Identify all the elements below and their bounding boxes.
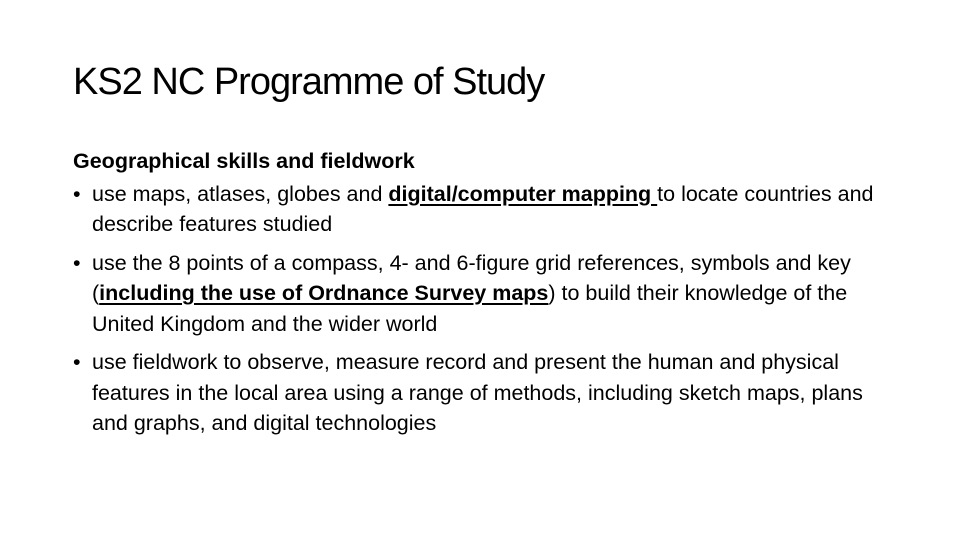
- emphasis-ordnance-survey: including the use of Ordnance Survey maps: [99, 281, 549, 305]
- slide-title: KS2 NC Programme of Study: [73, 61, 545, 103]
- slide-content: [73, 146, 903, 447]
- bullet-text: use fieldwork to observe, measure record and present the human and physical features in the local area using a range of methods, including sketch maps, plans and graphs, and digital technologies: [92, 350, 863, 435]
- bullet-marker: •: [73, 181, 81, 206]
- bullet-text: ) to build their knowledge of the United Kingdom and the wider world: [92, 281, 848, 336]
- bullet-marker: •: [73, 250, 81, 275]
- bullet-text: use maps, atlases, globes and: [92, 181, 389, 206]
- bullet-item-compass: [73, 248, 903, 340]
- bullet-text: use the 8 points of a compass, 4- and 6-figure grid references, symbols and key (: [92, 250, 851, 305]
- bullet-list: [73, 179, 903, 439]
- bullet-marker: •: [73, 350, 81, 374]
- bullet-item-maps: [73, 179, 903, 240]
- emphasis-digital-mapping: digital/computer mapping: [388, 181, 658, 206]
- bullet-item-fieldwork: [73, 347, 903, 439]
- bullet-text: to locate countries and describe features studied: [92, 181, 874, 236]
- section-heading: Geographical skills and fieldwork: [73, 149, 415, 173]
